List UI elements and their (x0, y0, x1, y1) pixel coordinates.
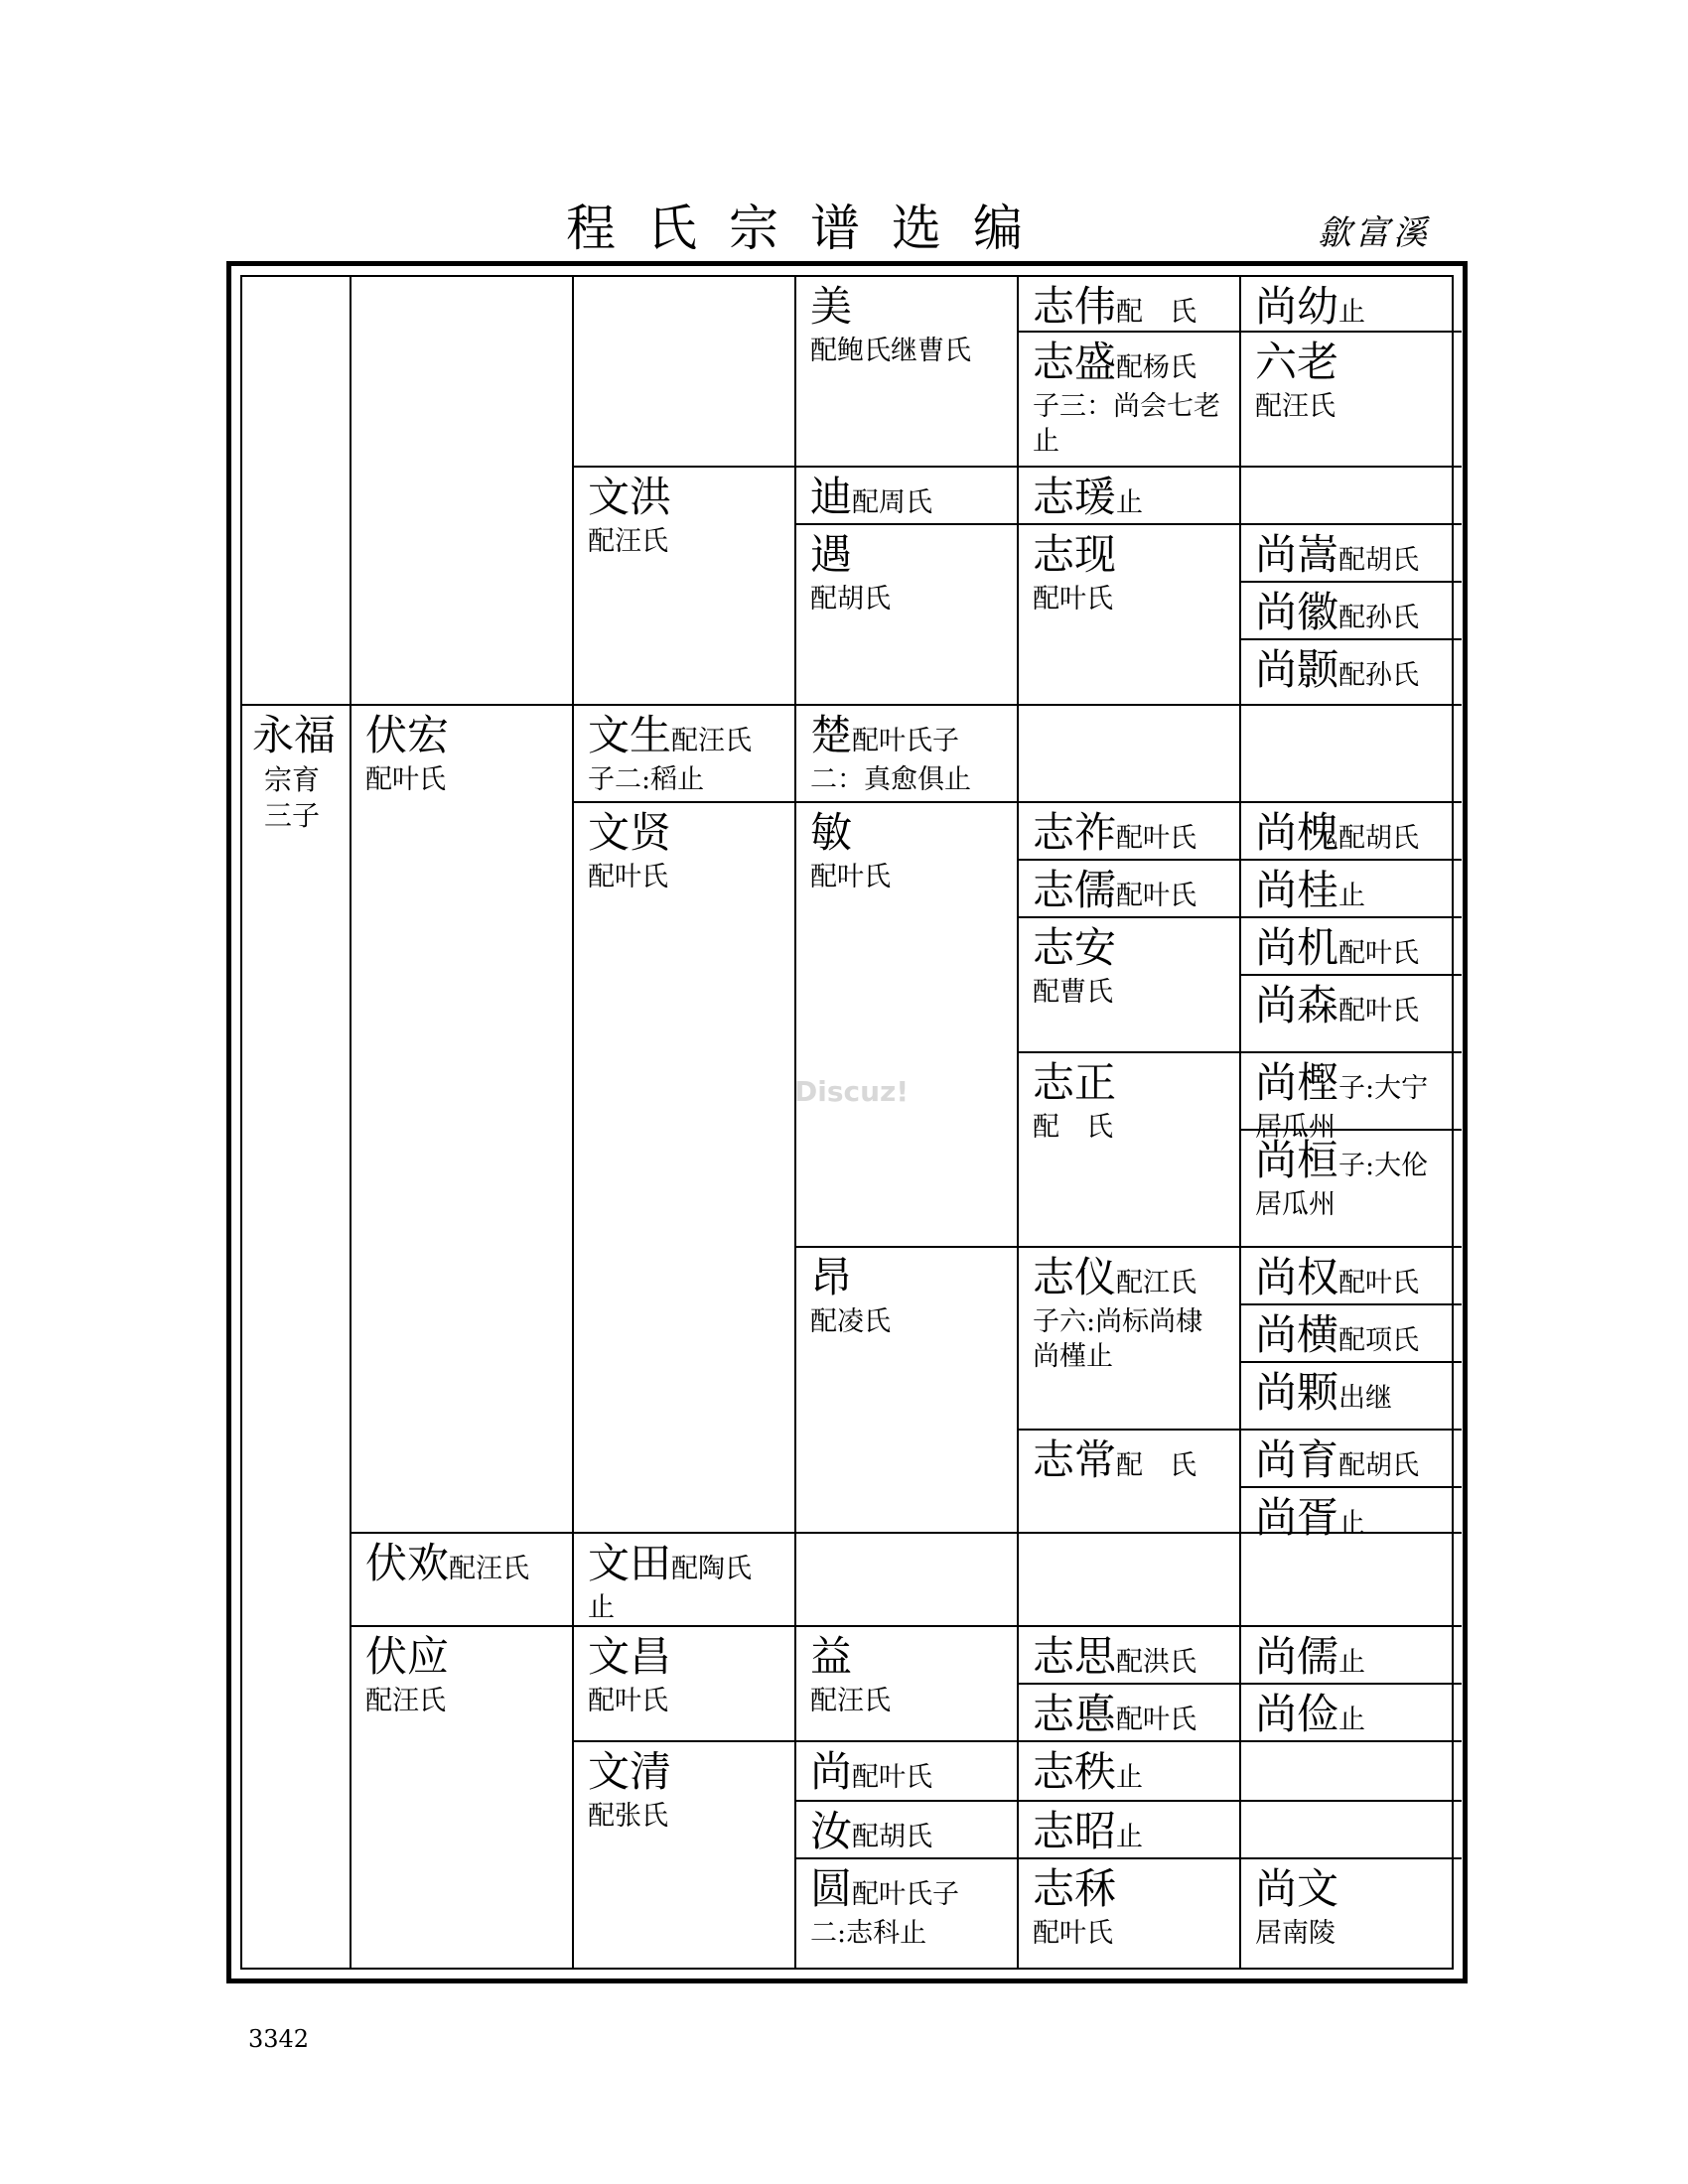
person-name: 志瑗 (1033, 473, 1117, 521)
person-cell (1241, 525, 1462, 581)
spouse-note: 配孙氏 (1338, 660, 1420, 691)
person-note: 子二:稻止 (588, 763, 705, 795)
person-name: 志现 (1033, 530, 1117, 579)
spouse-note: 配叶氏 (1116, 881, 1197, 911)
person-name: 志儒 (1033, 866, 1117, 914)
person-cell (352, 1534, 572, 1625)
person-cell (1241, 1627, 1462, 1683)
person-cell (796, 1627, 1017, 1740)
person-note: 配汪氏 (365, 1685, 446, 1716)
person-name: 伏应 (365, 1632, 450, 1681)
page-number: 3342 (248, 2025, 310, 2053)
person-name: 遇 (810, 530, 853, 579)
person-name: 文洪 (588, 473, 672, 521)
person-cell (1019, 1802, 1239, 1857)
spouse-note: 配胡氏 (852, 1822, 933, 1852)
person-cell (1241, 918, 1462, 974)
spouse-note: 配胡氏 (1338, 545, 1420, 576)
person-name: 昂 (810, 1253, 853, 1301)
spouse-note: 止 (1338, 1508, 1366, 1539)
person-note: 配汪氏 (588, 525, 668, 557)
spouse-note: 配项氏 (1338, 1325, 1420, 1356)
spouse-note: 止 (1116, 1762, 1144, 1793)
person-name: 美 (810, 282, 853, 331)
root-ancestor-name: 永福 (252, 711, 337, 759)
person-name: 尚嵩 (1255, 530, 1339, 579)
person-name: 志昭 (1033, 1807, 1117, 1855)
person-note: 止 (588, 1591, 615, 1623)
person-cell (796, 1859, 1017, 1984)
spouse-note: 配叶氏 (1338, 938, 1420, 969)
spouse-note: 配杨氏 (1116, 352, 1197, 383)
spouse-note: 止 (1338, 297, 1366, 328)
spouse-note: 配叶氏子 (852, 726, 960, 756)
spouse-note: 子:大宁 (1338, 1073, 1429, 1104)
person-name: 尚幼 (1255, 282, 1339, 331)
person-name: 志常 (1033, 1435, 1117, 1484)
person-name: 志思 (1033, 1632, 1117, 1681)
person-note: 配鲍氏继曹氏 (810, 335, 971, 366)
person-name: 文田 (588, 1539, 672, 1587)
person-cell (1019, 1742, 1239, 1800)
person-name: 志仪 (1033, 1253, 1117, 1301)
person-note: 配叶氏 (1033, 583, 1113, 614)
person-cell (1019, 468, 1239, 523)
person-cell (1241, 277, 1462, 331)
person-name: 楚 (810, 711, 853, 759)
person-cell (1019, 277, 1239, 331)
spouse-note: 配叶氏 (1338, 996, 1420, 1026)
person-name: 志正 (1033, 1058, 1117, 1107)
person-cell (1241, 1305, 1462, 1361)
person-name: 文昌 (588, 1632, 672, 1681)
spouse-note: 配汪氏 (671, 726, 753, 756)
person-note: 配叶氏 (810, 861, 891, 892)
person-cell (1241, 1859, 1462, 1984)
spouse-note: 配叶氏 (1116, 1705, 1197, 1735)
spouse-note: 配陶氏 (671, 1554, 753, 1584)
person-note: 配汪氏 (810, 1685, 891, 1716)
spouse-note: 配 氏 (1116, 1450, 1197, 1481)
person-cell (1019, 803, 1239, 859)
person-name: 志悳 (1033, 1690, 1117, 1738)
person-name: 尚 (810, 1747, 853, 1796)
spouse-note: 配胡氏 (1338, 823, 1420, 854)
spouse-note: 配江氏 (1116, 1268, 1197, 1298)
person-name: 志秝 (1033, 1864, 1117, 1913)
person-cell (1241, 1431, 1462, 1486)
person-cell (1241, 1685, 1462, 1740)
root-ancestor-cell (244, 706, 350, 1004)
person-name: 尚俭 (1255, 1690, 1339, 1738)
person-cell (796, 468, 1017, 523)
person-note: 配叶氏 (588, 1685, 668, 1716)
person-name: 尚森 (1255, 981, 1339, 1029)
person-cell (1241, 1363, 1462, 1429)
person-cell (796, 1742, 1017, 1800)
person-cell (796, 277, 1017, 466)
person-note: 配曹氏 (1033, 976, 1113, 1008)
person-note: 配凌氏 (810, 1305, 891, 1337)
person-cell (1241, 1248, 1462, 1303)
person-name: 尚颗 (1255, 1368, 1339, 1417)
person-name: 尚权 (1255, 1253, 1339, 1301)
person-cell (1019, 333, 1239, 466)
person-name: 志伟 (1033, 282, 1117, 331)
person-note: 配胡氏 (810, 583, 891, 614)
person-name: 志安 (1033, 923, 1117, 972)
person-name: 尚桓 (1255, 1136, 1339, 1184)
person-name: 尚颢 (1255, 645, 1339, 694)
person-cell (574, 1627, 794, 1740)
spouse-note: 止 (1116, 487, 1144, 518)
person-name: 志盛 (1033, 338, 1117, 386)
person-name: 汝 (810, 1807, 853, 1855)
spouse-note: 配胡氏 (1338, 1450, 1420, 1481)
spouse-note: 止 (1338, 881, 1366, 911)
person-cell (1019, 1859, 1239, 1984)
person-cell (796, 1802, 1017, 1857)
person-note: 配张氏 (588, 1800, 668, 1832)
person-cell (1241, 861, 1462, 916)
root-ancestor-note: 三子 (264, 798, 321, 832)
person-note: 居瓜州 (1255, 1188, 1336, 1220)
person-cell (1019, 918, 1239, 1051)
page-subtitle-place: 歙富溪 (1318, 213, 1431, 253)
person-cell (574, 468, 794, 704)
person-cell (1019, 1685, 1239, 1740)
person-name: 志秩 (1033, 1747, 1117, 1796)
spouse-note: 配叶氏 (852, 1762, 933, 1793)
person-name: 尚樫 (1255, 1058, 1339, 1107)
spouse-note: 出继 (1338, 1383, 1393, 1414)
person-cell (1019, 1431, 1239, 1532)
person-note: 居瓜州 (1255, 1111, 1336, 1143)
spouse-note: 止 (1338, 1705, 1366, 1735)
spouse-note: 配 氏 (1116, 297, 1197, 328)
person-name: 志祚 (1033, 808, 1117, 857)
person-name: 尚文 (1255, 1864, 1339, 1913)
person-note: 配叶氏 (365, 763, 446, 795)
spouse-note: 止 (1116, 1822, 1144, 1852)
spouse-note: 配洪氏 (1116, 1647, 1197, 1678)
person-cell (1241, 583, 1462, 638)
person-cell (1241, 1053, 1462, 1143)
spouse-note: 配汪氏 (449, 1554, 530, 1584)
person-cell (574, 706, 794, 801)
person-name: 六老 (1255, 338, 1339, 386)
spouse-note: 子:大伦 (1338, 1151, 1429, 1181)
person-name: 迪 (810, 473, 853, 521)
person-name: 文贤 (588, 808, 672, 857)
person-cell (796, 525, 1017, 704)
person-name: 敏 (810, 808, 853, 857)
person-name: 伏宏 (365, 711, 450, 759)
person-note: 配 氏 (1033, 1111, 1113, 1143)
person-cell (1019, 1248, 1239, 1429)
person-note: 配叶氏 (1033, 1917, 1113, 1949)
person-note: 子六:尚标尚棣尚槿止 (1033, 1305, 1203, 1372)
page-title: 程氏宗谱选编 (566, 200, 1055, 257)
person-cell (574, 803, 794, 1532)
person-name: 尚儒 (1255, 1632, 1339, 1681)
person-name: 尚育 (1255, 1435, 1339, 1484)
person-name: 尚桂 (1255, 866, 1339, 914)
person-note: 二：真愈俱止 (810, 763, 971, 795)
person-cell (574, 1534, 794, 1625)
person-name: 尚徽 (1255, 588, 1339, 636)
person-cell (1019, 1053, 1239, 1246)
person-cell (1241, 1131, 1462, 1246)
genealogy-table-frame (226, 261, 1468, 1983)
person-note: 二:志科止 (810, 1917, 927, 1949)
watermark: Discuz! (794, 1075, 910, 1108)
person-name: 伏欢 (365, 1539, 450, 1587)
genealogy-table (240, 275, 1454, 1970)
person-cell (796, 1248, 1017, 1532)
person-name: 文生 (588, 711, 672, 759)
spouse-note: 配叶氏子 (852, 1879, 960, 1910)
spouse-note: 配叶氏 (1116, 823, 1197, 854)
spouse-note: 配孙氏 (1338, 603, 1420, 633)
spouse-note: 止 (1338, 1647, 1366, 1678)
person-name: 尚胥 (1255, 1493, 1339, 1542)
person-cell (352, 706, 572, 1532)
person-note: 配汪氏 (1255, 390, 1336, 422)
person-cell (1019, 861, 1239, 916)
root-ancestor-note: 宗育 (264, 762, 321, 796)
person-cell (796, 706, 1017, 801)
person-name: 文清 (588, 1747, 672, 1796)
person-cell (1241, 333, 1462, 466)
person-name: 尚机 (1255, 923, 1339, 972)
person-name: 益 (810, 1632, 853, 1681)
person-note: 配叶氏 (588, 861, 668, 892)
person-name: 圆 (810, 1864, 853, 1913)
spouse-note: 配叶氏 (1338, 1268, 1420, 1298)
person-note: 居南陵 (1255, 1917, 1336, 1949)
person-cell (1241, 976, 1462, 1051)
person-name: 尚横 (1255, 1310, 1339, 1359)
spouse-note: 配周氏 (852, 487, 933, 518)
person-cell (352, 1627, 572, 1984)
person-cell (1241, 1488, 1462, 1542)
person-cell (574, 1742, 794, 1984)
person-cell (1241, 640, 1462, 704)
person-cell (1019, 525, 1239, 704)
person-cell (1019, 1627, 1239, 1683)
person-cell (1241, 803, 1462, 859)
person-note: 子三：尚会七老止 (1033, 390, 1220, 457)
person-cell (796, 803, 1017, 1246)
person-name: 尚槐 (1255, 808, 1339, 857)
